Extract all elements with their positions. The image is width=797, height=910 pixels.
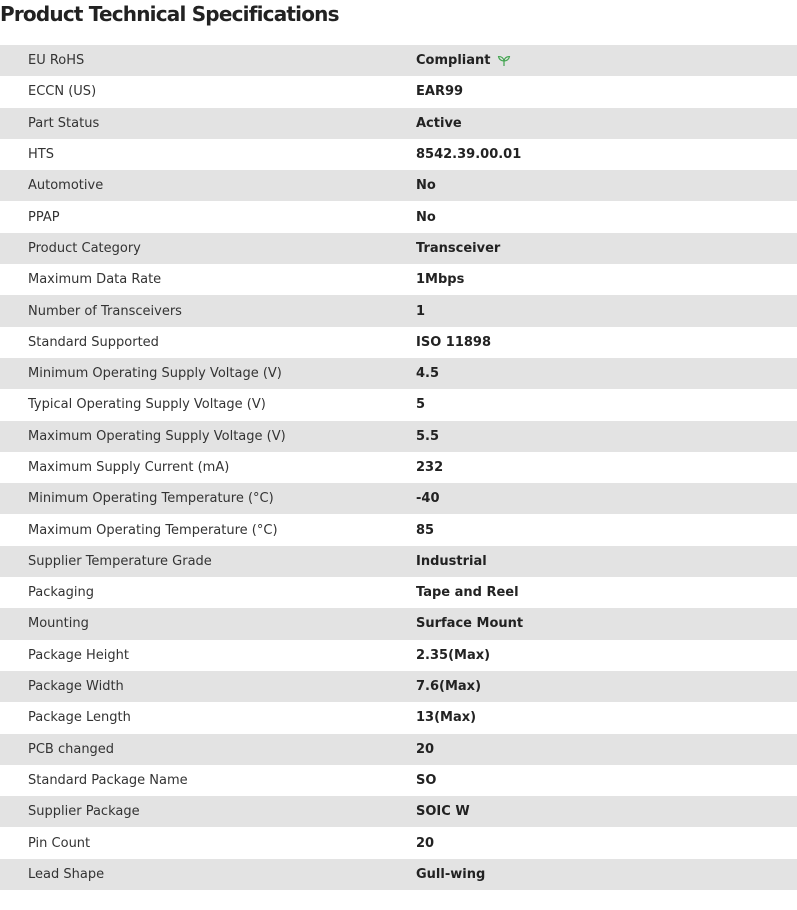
spec-row [0,170,797,201]
spec-label: Automotive [28,178,104,194]
spec-row [0,608,797,639]
spec-label: PCB changed [28,741,115,757]
spec-label: Standard Supported [28,334,159,350]
spec-value: 13(Max) [416,710,477,726]
spec-label: Supplier Package [28,804,140,820]
spec-row [0,702,797,733]
spec-label: Product Category [28,240,141,256]
spec-value: Gull-wing [416,866,486,882]
spec-label: Minimum Operating Supply Voltage (V) [28,366,282,382]
spec-row [0,108,797,139]
spec-value: 5.5 [416,428,440,444]
spec-value: Transceiver [416,240,501,256]
spec-value: 4.5 [416,366,440,382]
spec-value: EAR99 [416,84,464,100]
spec-label: Package Height [28,647,129,663]
spec-row [0,859,797,890]
spec-label: Maximum Data Rate [28,272,162,288]
spec-row [0,201,797,232]
spec-label: Package Width [28,679,124,695]
spec-row [0,327,797,358]
spec-value: Compliant [416,53,491,69]
spec-value: 20 [416,835,435,851]
spec-label: Pin Count [28,835,91,851]
spec-row [0,76,797,107]
spec-value: ISO 11898 [416,334,492,350]
spec-label: Standard Package Name [28,772,188,788]
spec-row [0,358,797,389]
spec-label: EU RoHS [28,53,85,69]
spec-value: Surface Mount [416,616,524,632]
spec-row [0,827,797,858]
spec-label: Part Status [28,115,100,131]
spec-value: 7.6(Max) [416,679,482,695]
spec-value: No [416,209,436,225]
spec-row [0,514,797,545]
spec-row [0,734,797,765]
spec-row [0,233,797,264]
spec-value: Tape and Reel [416,585,519,601]
spec-value: No [416,178,436,194]
spec-row [0,640,797,671]
spec-row [0,139,797,170]
spec-row [0,389,797,420]
spec-value: SO [416,772,437,788]
spec-row [0,45,797,76]
spec-label: Maximum Operating Temperature (°C) [28,522,278,538]
spec-value: SOIC W [416,804,470,820]
spec-label: Supplier Temperature Grade [28,553,212,569]
spec-value: 1Mbps [416,272,465,288]
spec-row [0,452,797,483]
spec-value: 2.35(Max) [416,647,491,663]
spec-label: Mounting [28,616,89,632]
spec-value: Industrial [416,553,487,569]
spec-label: HTS [28,147,54,163]
spec-label: ECCN (US) [28,84,97,100]
spec-value: 232 [416,460,444,475]
leaf-icon [497,55,511,67]
spec-value: Active [416,115,462,131]
specs-table [0,45,797,890]
spec-row [0,295,797,326]
spec-row [0,264,797,295]
spec-value: 5 [416,397,426,413]
spec-label: Minimum Operating Temperature (°C) [28,491,274,507]
spec-value: 85 [416,522,435,538]
spec-label: Maximum Supply Current (mA) [28,460,230,475]
spec-row [0,577,797,608]
spec-row [0,421,797,452]
spec-row [0,546,797,577]
spec-value: 1 [416,303,426,319]
spec-row [0,796,797,827]
spec-value: 8542.39.00.01 [416,147,522,163]
spec-label: Packaging [28,585,94,601]
spec-value: -40 [416,491,440,507]
spec-label: Typical Operating Supply Voltage (V) [28,397,266,413]
spec-row [0,765,797,796]
spec-label: Lead Shape [28,866,105,882]
spec-row [0,671,797,702]
spec-label: Number of Transceivers [28,303,182,319]
spec-value-cell [416,53,797,68]
spec-value: 20 [416,741,435,757]
spec-label: PPAP [28,209,60,225]
spec-row [0,483,797,514]
page-title: Product Technical Specifications [0,2,339,26]
spec-label: Maximum Operating Supply Voltage (V) [28,428,286,444]
spec-label: Package Length [28,710,131,726]
